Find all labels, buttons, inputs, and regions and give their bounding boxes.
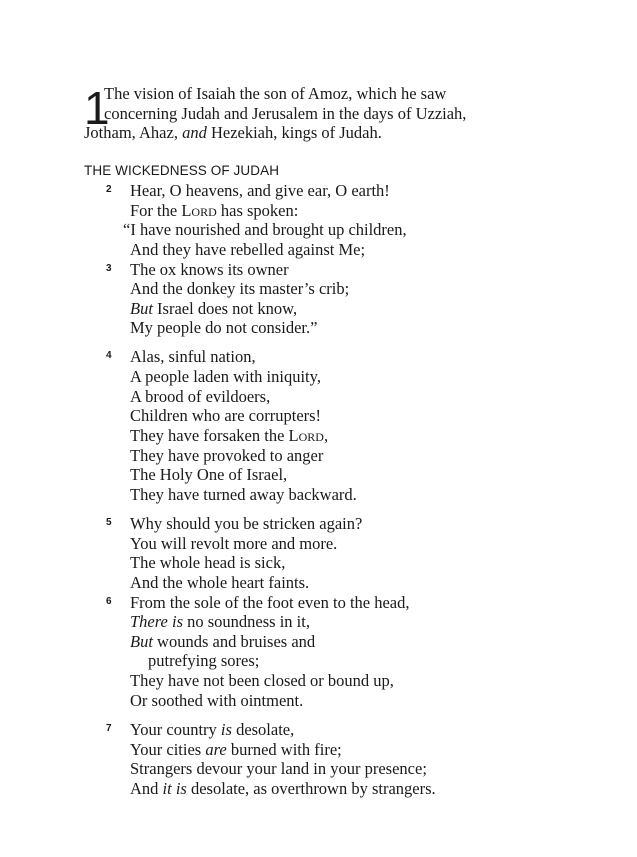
verse-line	[130, 299, 297, 319]
text-run: desolate,	[231, 720, 295, 739]
verse-line	[130, 740, 342, 760]
intro-line	[84, 123, 514, 143]
text-run: They have forsaken the	[130, 426, 289, 445]
verse-number: 4	[106, 350, 112, 361]
text-run: ,	[323, 426, 329, 445]
text-run: wounds and bruises and	[152, 632, 316, 651]
verse-line	[130, 612, 310, 632]
verse-line	[130, 426, 328, 446]
divine-name: Lord	[181, 201, 217, 220]
italic-text: and	[182, 123, 207, 142]
text-run: For the	[130, 201, 182, 220]
text-run: Israel does not know,	[152, 299, 298, 318]
verse-line: Strangers devour your land in your presence;	[130, 759, 427, 778]
verse-number: 7	[106, 723, 112, 734]
text-run: burned with fire;	[226, 740, 342, 759]
verse-number: 2	[106, 184, 112, 195]
chapter-number: 1	[84, 82, 110, 134]
verse-line: And the donkey its master’s crib;	[130, 279, 350, 298]
verse-line: The Holy One of Israel,	[130, 465, 288, 484]
text-run: no soundness in it,	[183, 612, 310, 631]
verse-line: And they have rebelled against Me;	[130, 240, 366, 259]
section-heading: THE WICKEDNESS OF JUDAH	[84, 163, 280, 178]
verse-line: The ox knows its owner	[130, 260, 289, 279]
chapter-intro	[84, 84, 514, 143]
verse-line: And the whole heart faints.	[130, 573, 310, 592]
verse-line	[130, 720, 294, 740]
verse-line: You will revolt more and more.	[130, 534, 338, 553]
text-run: has spoken:	[216, 201, 299, 220]
intro-line: concerning Judah and Jerusalem in the days of Uzziah,	[104, 103, 467, 123]
verse-line: Hear, O heavens, and give ear, O earth!	[130, 181, 390, 200]
verse-line: “I have nourished and brought up children,	[123, 220, 407, 239]
verse-line: A brood of evildoers,	[130, 387, 271, 406]
verse-line: My people do not consider.”	[130, 318, 318, 337]
text-run: Your country	[130, 720, 221, 739]
text-run: desolate, as overthrown by strangers.	[186, 779, 436, 798]
verse-line: From the sole of the foot even to the head,	[130, 593, 410, 612]
verse-line	[130, 779, 436, 799]
verse-number: 6	[106, 596, 112, 607]
verse-line: A people laden with iniquity,	[130, 367, 321, 386]
verse-line: Alas, sinful nation,	[130, 347, 256, 366]
verse-line: They have turned away backward.	[130, 485, 357, 504]
verse-line: The whole head is sick,	[130, 553, 286, 572]
italic-text: is	[220, 720, 232, 739]
italic-text: it is	[162, 779, 187, 798]
italic-text: There is	[130, 612, 184, 631]
divine-name: Lord	[288, 426, 324, 445]
verse-line	[130, 632, 315, 652]
verse-number: 3	[106, 263, 112, 274]
text-run: Hezekiah, kings of Judah.	[206, 123, 382, 142]
italic-text: are	[205, 740, 227, 759]
text-run: And	[130, 779, 163, 798]
verse-line	[130, 201, 298, 221]
verse-number: 5	[106, 517, 112, 528]
text-run: Jotham, Ahaz,	[84, 123, 183, 142]
italic-text: But	[130, 299, 153, 318]
verse-line: They have not been closed or bound up,	[130, 671, 394, 690]
text-run: Your cities	[130, 740, 206, 759]
intro-line: The vision of Isaiah the son of Amoz, which he saw	[104, 84, 447, 103]
verse-line: They have provoked to anger	[130, 446, 324, 465]
verse-line: Children who are corrupters!	[130, 406, 322, 425]
verse-line: Or soothed with ointment.	[130, 691, 304, 710]
verse-line: putrefying sores;	[148, 651, 260, 670]
italic-text: But	[130, 632, 153, 651]
verse-line: Why should you be stricken again?	[130, 514, 363, 533]
